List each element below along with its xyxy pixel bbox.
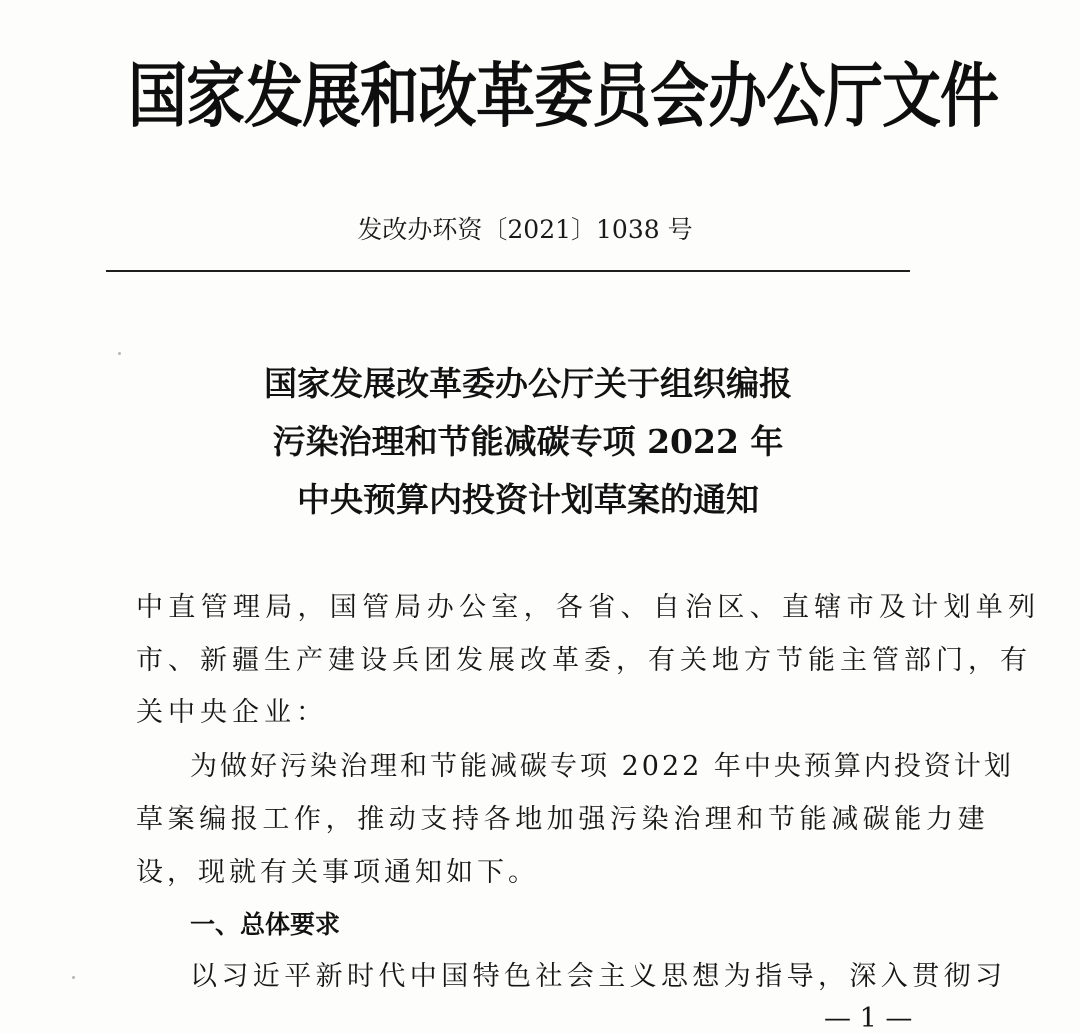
page-number: — 1 — [824, 1003, 913, 1034]
addressee-line-3: 关中央企业： [136, 697, 328, 728]
paragraph-1-line-3: 设，现就有关事项通知如下。 [136, 857, 539, 888]
agency-title: 国家发展和改革委员会办公厅文件 [128, 55, 999, 137]
paragraph-1-line-1: 为做好污染治理和节能减碳专项 2022 年中央预算内投资计划 [190, 751, 1014, 782]
document-number: 发改办环资〔2021〕1038 号 [357, 215, 693, 244]
addressee-line-2: 市、新疆生产建设兵团发展改革委，有关地方节能主管部门，有 [136, 645, 1032, 676]
notice-title-line-1: 国家发展改革委办公厅关于组织编报 [264, 364, 792, 403]
scan-speck [118, 352, 121, 355]
section-1-heading: 一、总体要求 [190, 910, 341, 939]
paragraph-1-line-2: 草案编报工作，推动支持各地加强污染治理和节能减碳能力建 [136, 804, 990, 835]
paragraph-2-line-1: 以习近平新时代中国特色社会主义思想为指导，深入贯彻习 [190, 961, 1007, 992]
addressee-line-1: 中直管理局，国管局办公室，各省、自治区、直辖市及计划单列 [136, 592, 1041, 623]
scan-speck [72, 976, 75, 979]
header-divider [106, 270, 910, 272]
notice-title-line-2: 污染治理和节能减碳专项 2022 年 [272, 422, 784, 461]
notice-title-line-3: 中央预算内投资计划草案的通知 [297, 480, 759, 519]
